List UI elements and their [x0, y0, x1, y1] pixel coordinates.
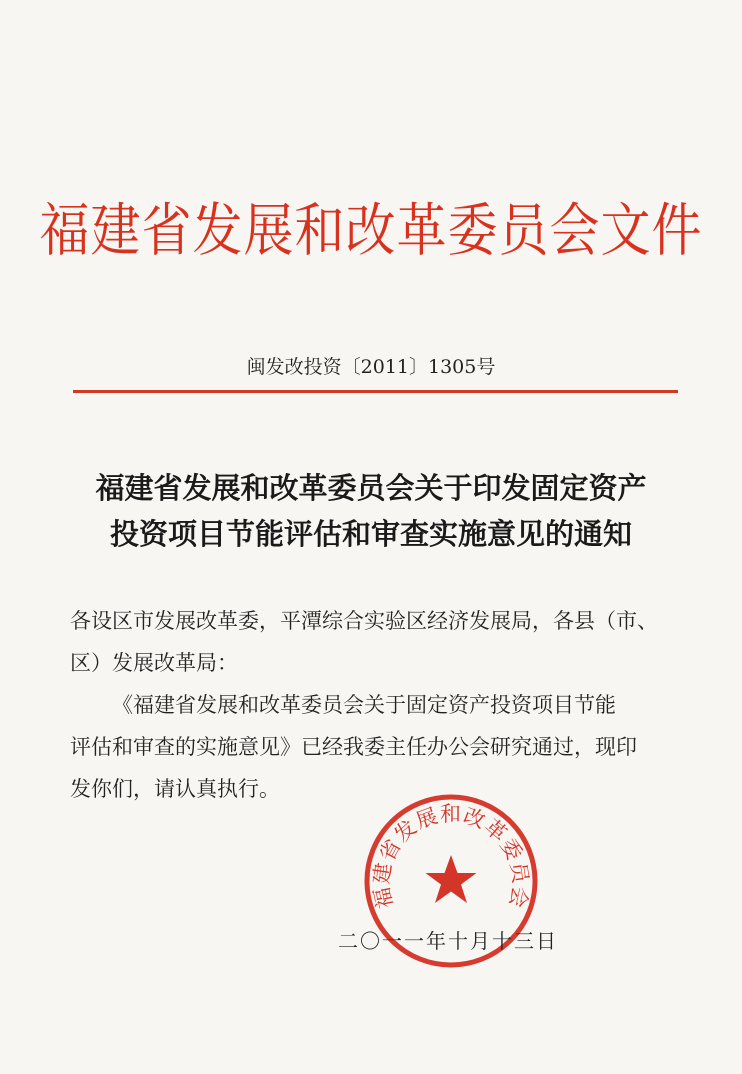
title-line-1: 福建省发展和改革委员会关于印发固定资产 [95, 471, 647, 505]
paragraph-line-1: 《福建省发展和改革委员会关于固定资产投资项目节能 [112, 693, 616, 717]
document-title [0, 465, 742, 557]
show-through-text [40, 92, 702, 152]
document-body [70, 600, 680, 810]
document-number: 闽发改投资〔2011〕1305号 [246, 356, 496, 378]
agency-file-header: 福建省发展和改革委员会文件 [39, 197, 703, 264]
seal-star-icon [426, 855, 477, 903]
recipients-line-2: 区）发展改革局： [70, 651, 238, 675]
issue-date: 二〇一一年十月十三日 [338, 929, 558, 953]
seal-text: 福建省发展和改革委员会 [369, 802, 533, 911]
title-line-2: 投资项目节能评估和审查实施意见的通知 [109, 517, 632, 551]
paragraph-line-3: 发你们，请认真执行。 [70, 777, 280, 801]
recipients-line-1: 各设区市发展改革委，平潭综合实验区经济发展局，各县（市、 [70, 609, 658, 633]
red-separator-line [73, 390, 678, 393]
paragraph-line-2: 评估和审查的实施意见》已经我委主任办公会研究通过，现印 [70, 735, 637, 759]
